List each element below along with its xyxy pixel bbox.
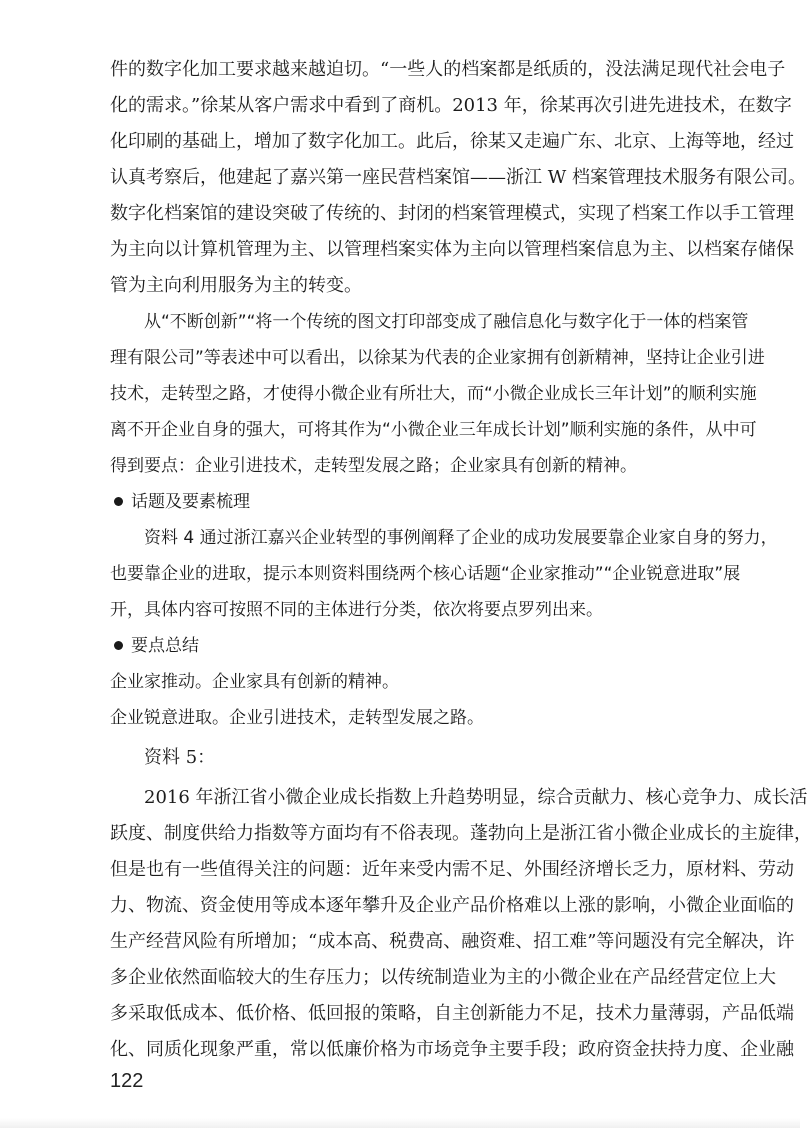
text-line: 化印刷的基础上，增加了数字化加工。此后，徐某又走遍广东、北京、上海等地，经过 [110, 131, 794, 152]
scan-edge [0, 1118, 800, 1128]
text-line: 多采取低成本、低价格、低回报的策略，自主创新能力不足，技术力量薄弱，产品低端 [110, 1003, 794, 1024]
text-line: 跃度、制度供给力指数等方面均有不俗表现。蓬勃向上是浙江省小微企业成长的主旋律， [110, 823, 812, 844]
text-line: 数字化档案馆的建设突破了传统的、封闭的档案管理模式，实现了档案工作以手工管理 [110, 203, 794, 224]
text-line: 技术，走转型之路，才使得小微企业有所壮大，而“小微企业成长三年计划”的顺利实施 [110, 384, 757, 404]
bullet-icon [114, 497, 123, 506]
section-heading [110, 628, 199, 664]
text-line: 化的需求。”徐某从客户需求中看到了商机。2013 年，徐某再次引进先进技术，在数字 [110, 95, 792, 116]
text-line: 为主向以计算机管理为主、以管理档案实体为主向以管理档案信息为主、以档案存储保 [110, 239, 794, 260]
text-line: 化、同质化现象严重，常以低廉价格为市场竞争主要手段；政府资金扶持力度、企业融 [110, 1039, 794, 1060]
text-line: 生产经营风险有所增加；“成本高、税费高、融资难、招工难”等问题没有完全解决，许 [110, 931, 795, 952]
text-line: 管为主向利用服务为主的转变。 [110, 275, 362, 296]
summary-line: 企业锐意进取。企业引进技术，走转型发展之路。 [110, 708, 484, 728]
text-line: 2016 年浙江省小微企业成长指数上升趋势明显，综合贡献力、核心竞争力、成长活 [144, 787, 808, 808]
text-line: 从“不断创新”“将一个传统的图文打印部变成了融信息化与数字化于一体的档案管 [144, 312, 749, 332]
summary-line: 企业家推动。企业家具有创新的精神。 [110, 672, 399, 692]
text-line: 也要靠企业的进取，提示本则资料围绕两个核心话题“企业家推动”“企业锐意进取”展 [110, 564, 741, 584]
bullet-icon [114, 641, 123, 650]
text-line: 认真考察后，他建起了嘉兴第一座民营档案馆——浙江 W 档案管理技术服务有限公司。 [110, 167, 806, 188]
text-line: 离不开企业自身的强大，可将其作为“小微企业三年成长计划”顺利实施的条件，从中可 [110, 420, 757, 440]
page-number: 122 [110, 1070, 144, 1092]
material-label: 资料 5： [144, 747, 216, 768]
text-line: 资料 4 通过浙江嘉兴企业转型的事例阐释了企业的成功发展要靠企业家自身的努力， [144, 528, 778, 548]
section-heading [110, 484, 250, 520]
section-heading-label: 话题及要素梳理 [131, 492, 250, 512]
text-line: 开，具体内容可按照不同的主体进行分类，依次将要点罗列出来。 [110, 600, 603, 620]
text-line: 但是也有一些值得关注的问题：近年来受内需不足、外围经济增长乏力，原材料、劳动 [110, 859, 794, 880]
text-line: 多企业依然面临较大的生存压力；以传统制造业为主的小微企业在产品经营定位上大 [110, 967, 776, 988]
text-line: 件的数字化加工要求越来越迫切。“一些人的档案都是纸质的，没法满足现代社会电子 [110, 59, 786, 80]
section-heading-label: 要点总结 [131, 636, 199, 656]
text-line: 得到要点：企业引进技术，走转型发展之路；企业家具有创新的精神。 [110, 456, 637, 476]
text-line: 理有限公司”等表述中可以看出，以徐某为代表的企业家拥有创新精神，坚持让企业引进 [110, 348, 765, 368]
text-line: 力、物流、资金使用等成本逐年攀升及企业产品价格难以上涨的影响，小微企业面临的 [110, 895, 794, 916]
